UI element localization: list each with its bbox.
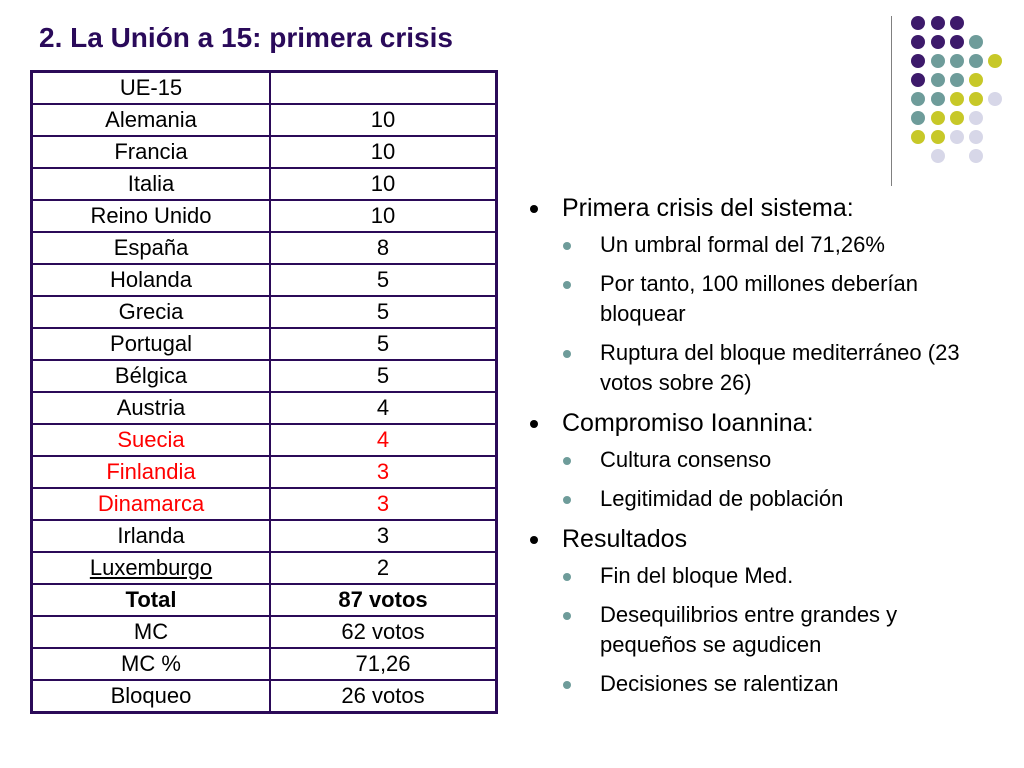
bullet-item <box>520 407 1000 439</box>
decor-dot <box>931 111 945 125</box>
votes-cell: 10 <box>270 200 497 232</box>
decor-dot <box>950 16 964 30</box>
sub-bullet-dot-icon <box>563 496 571 504</box>
bullet-item <box>520 192 1000 224</box>
country-label: Irlanda <box>117 523 185 548</box>
country-cell <box>32 296 271 328</box>
country-label: Holanda <box>110 267 192 292</box>
table-row <box>32 72 497 105</box>
decor-dot <box>911 111 925 125</box>
decor-dot <box>911 73 925 87</box>
decor-dot <box>969 149 983 163</box>
decor-dot <box>911 16 925 30</box>
country-label: Italia <box>127 171 175 196</box>
country-label: Alemania <box>105 107 197 132</box>
table-row <box>32 424 497 456</box>
divider-line <box>891 16 892 186</box>
sub-bullet-text: Desequilibrios entre grandes y pequeños se agudicen <box>600 602 898 657</box>
country-cell <box>32 584 271 616</box>
table-row <box>32 552 497 584</box>
votes-cell: 5 <box>270 296 497 328</box>
table-row <box>32 520 497 552</box>
table-row <box>32 296 497 328</box>
country-label: Reino Unido <box>90 203 212 228</box>
country-cell <box>32 680 271 713</box>
sub-bullet-item <box>561 269 972 329</box>
votes-cell: 2 <box>270 552 497 584</box>
votes-cell: 3 <box>270 488 497 520</box>
table-row <box>32 360 497 392</box>
decor-dot <box>931 35 945 49</box>
country-label: MC % <box>121 651 181 676</box>
decor-dot <box>969 111 983 125</box>
decor-dot <box>911 54 925 68</box>
sub-bullet-dot-icon <box>563 457 571 465</box>
country-cell <box>32 648 271 680</box>
bullet-text: Resultados <box>562 525 688 553</box>
country-cell <box>32 136 271 168</box>
decor-dot <box>911 35 925 49</box>
table-row <box>32 456 497 488</box>
votes-cell: 87 votos <box>270 584 497 616</box>
votes-cell: 5 <box>270 264 497 296</box>
decor-dot <box>950 73 964 87</box>
sub-bullet-item <box>561 669 972 699</box>
decor-dot <box>988 92 1002 106</box>
country-cell <box>32 616 271 648</box>
sub-bullet-text: Cultura consenso <box>600 447 772 472</box>
table-row <box>32 232 497 264</box>
votes-cell: 71,26 <box>270 648 497 680</box>
votes-cell: 10 <box>270 168 497 200</box>
country-cell <box>32 360 271 392</box>
sub-bullet-dot-icon <box>563 242 571 250</box>
sub-bullet-dot-icon <box>563 281 571 289</box>
votes-cell: 26 votos <box>270 680 497 713</box>
country-cell <box>32 168 271 200</box>
bullet-dot-icon <box>530 420 538 428</box>
votes-cell: 5 <box>270 360 497 392</box>
votes-table <box>30 70 498 714</box>
bullet-dot-icon <box>530 536 538 544</box>
votes-table-body <box>32 72 497 713</box>
country-label: Bélgica <box>114 363 188 388</box>
country-cell <box>32 200 271 232</box>
sub-bullet-item <box>561 600 972 660</box>
country-label: Austria <box>116 395 186 420</box>
country-label: Portugal <box>110 331 192 356</box>
country-link[interactable]: Luxemburgo <box>89 555 213 580</box>
sub-bullet-item <box>561 230 972 260</box>
sub-bullet-text: Por tanto, 100 millones deberían bloquear <box>600 271 918 326</box>
decor-dot <box>931 16 945 30</box>
decor-dot <box>911 130 925 144</box>
country-cell <box>32 264 271 296</box>
country-cell <box>32 456 271 488</box>
country-label: Dinamarca <box>97 491 205 516</box>
sub-bullet-text: Legitimidad de población <box>600 486 844 511</box>
table-row <box>32 328 497 360</box>
sub-bullet-dot-icon <box>563 681 571 689</box>
table-row <box>32 680 497 713</box>
country-cell <box>32 328 271 360</box>
sub-bullet-text: Un umbral formal del 71,26% <box>600 232 885 257</box>
table-row <box>32 264 497 296</box>
votes-cell: 4 <box>270 424 497 456</box>
slide-title: 2. La Unión a 15: primera crisis <box>39 22 453 53</box>
country-label: España <box>113 235 189 260</box>
decor-dot <box>988 54 1002 68</box>
country-cell <box>32 488 271 520</box>
votes-cell: 8 <box>270 232 497 264</box>
country-cell <box>32 424 271 456</box>
sub-bullet-dot-icon <box>563 612 571 620</box>
bullet-list <box>520 192 1000 708</box>
country-label: Grecia <box>118 299 184 324</box>
country-label: MC <box>133 619 169 644</box>
country-label: Francia <box>114 139 188 164</box>
sub-bullet-item <box>561 338 972 398</box>
votes-cell: 10 <box>270 104 497 136</box>
table-row <box>32 104 497 136</box>
decor-dot <box>950 92 964 106</box>
decor-dot <box>911 92 925 106</box>
sub-bullet-text: Fin del bloque Med. <box>600 563 794 588</box>
country-cell <box>32 520 271 552</box>
table-row <box>32 136 497 168</box>
votes-cell: 4 <box>270 392 497 424</box>
country-label: Finlandia <box>106 459 196 484</box>
decor-dot <box>969 92 983 106</box>
decor-dot <box>931 92 945 106</box>
table-row <box>32 488 497 520</box>
sub-bullet-dot-icon <box>563 573 571 581</box>
bullet-item <box>520 523 1000 555</box>
decor-dot <box>950 111 964 125</box>
table-row <box>32 392 497 424</box>
decor-dot <box>969 35 983 49</box>
table-row <box>32 200 497 232</box>
bullet-text: Compromiso Ioannina: <box>562 409 814 437</box>
sub-bullet-item <box>561 561 972 591</box>
country-label: UE-15 <box>119 75 183 100</box>
table-row <box>32 168 497 200</box>
sub-bullet-text: Decisiones se ralentizan <box>600 671 839 696</box>
votes-cell: 5 <box>270 328 497 360</box>
country-cell[interactable] <box>32 552 271 584</box>
sub-bullet-dot-icon <box>563 350 571 358</box>
bullet-dot-icon <box>530 205 538 213</box>
decor-dot <box>969 73 983 87</box>
sub-bullet-item <box>561 484 972 514</box>
decor-dot <box>969 130 983 144</box>
country-cell <box>32 392 271 424</box>
decor-dot <box>969 54 983 68</box>
votes-cell: 62 votos <box>270 616 497 648</box>
decor-dot <box>931 54 945 68</box>
sub-bullet-item <box>561 445 972 475</box>
country-label: Total <box>125 587 177 612</box>
country-cell <box>32 104 271 136</box>
country-cell <box>32 72 271 105</box>
bullet-text: Primera crisis del sistema: <box>562 194 854 222</box>
country-label: Suecia <box>117 427 185 452</box>
decor-dot <box>950 54 964 68</box>
country-label: Bloqueo <box>110 683 192 708</box>
table-row <box>32 584 497 616</box>
decor-dot <box>931 73 945 87</box>
table-row <box>32 648 497 680</box>
country-cell <box>32 232 271 264</box>
votes-cell: 10 <box>270 136 497 168</box>
votes-cell <box>270 72 497 105</box>
votes-cell: 3 <box>270 520 497 552</box>
decor-dot <box>931 130 945 144</box>
sub-bullet-text: Ruptura del bloque mediterráneo (23 votos sobre 26) <box>600 340 960 395</box>
decor-dot <box>950 35 964 49</box>
table-row <box>32 616 497 648</box>
decor-dot <box>931 149 945 163</box>
votes-cell: 3 <box>270 456 497 488</box>
decor-dot <box>950 130 964 144</box>
